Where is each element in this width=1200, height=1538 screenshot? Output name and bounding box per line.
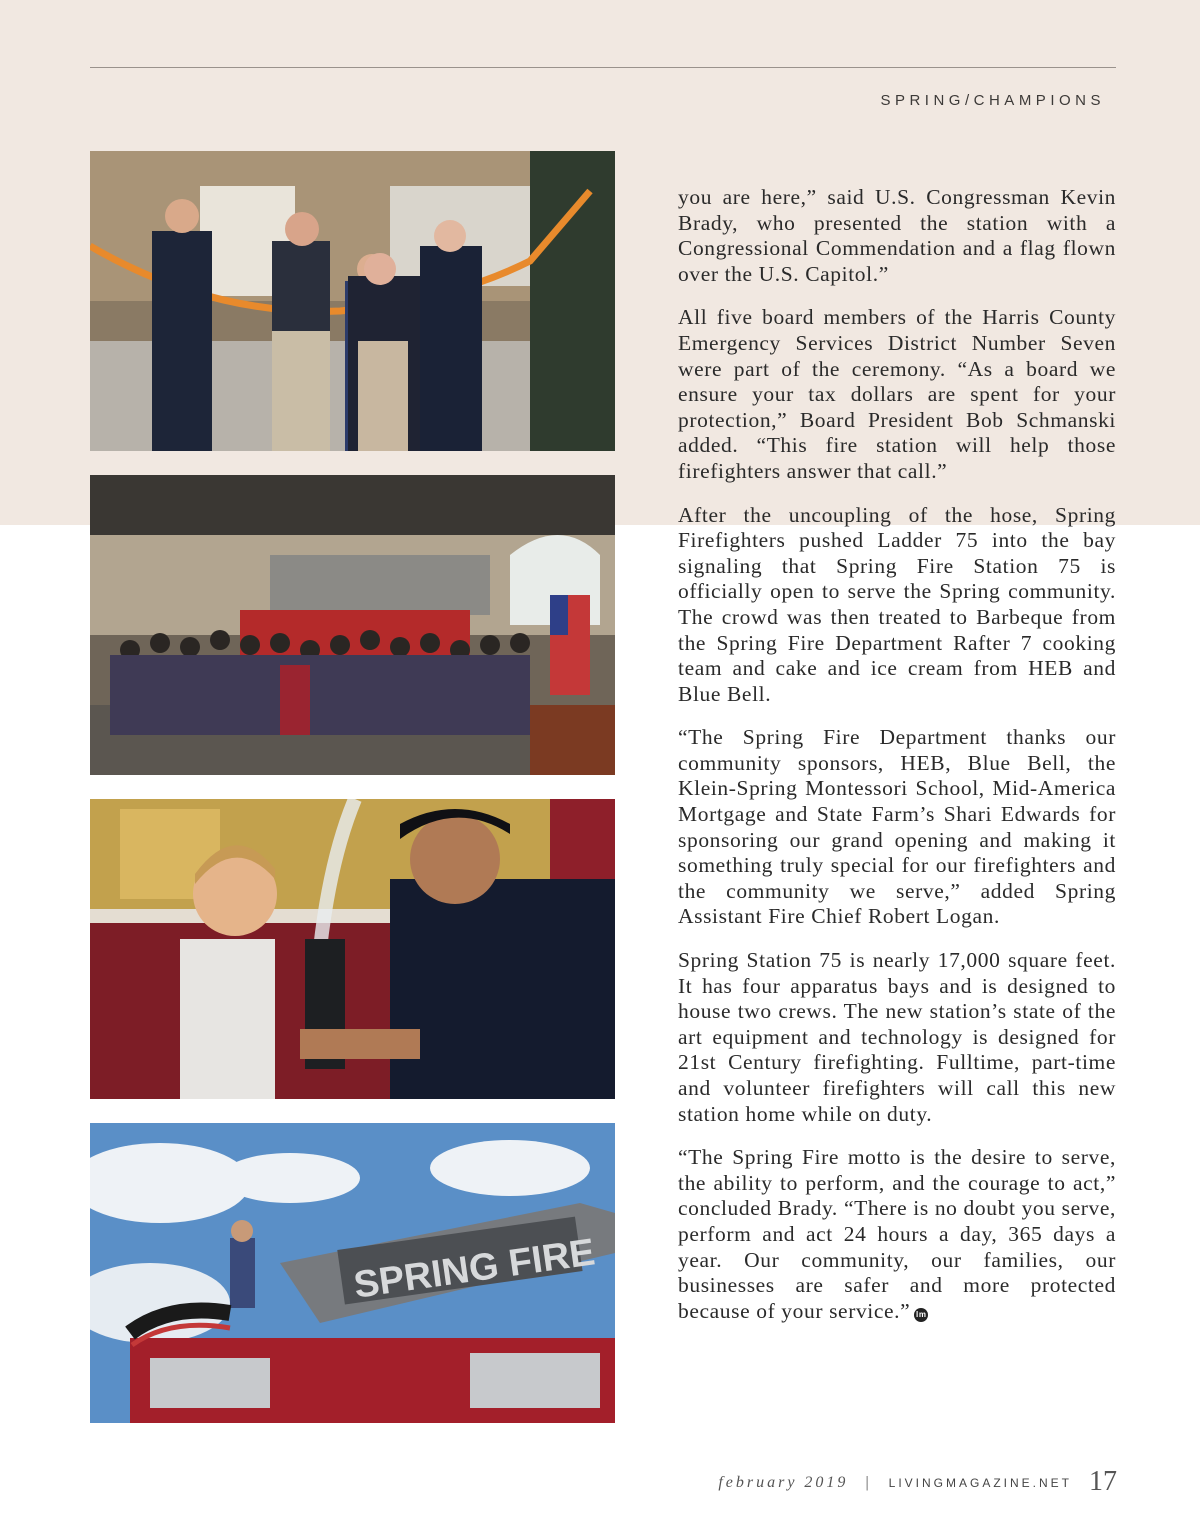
photo-icon	[90, 475, 615, 775]
site-url: LIVINGMAGAZINE.NET	[888, 1476, 1072, 1490]
article-body	[678, 185, 1116, 1342]
footer	[718, 1474, 1072, 1492]
article-paragraph: “The Spring Fire Department thanks our community sponsors, HEB, Blue Bell, the Klein-Spring Montessori School, Mid-America Mortgage and State Farm’s Shari Edwards for sponsoring our grand opening and making it something truly special for our firefighters and the community we serve,” added Spring Assistant Fire Chief Robert Logan.	[678, 725, 1116, 929]
end-mark-icon: lm	[914, 1308, 928, 1322]
page-number: 17	[1089, 1466, 1117, 1497]
article-paragraph: you are here,” said U.S. Congressman Kevin Brady, who presented the station with a Congressional Commendation and a flag flown over the U.S. Capitol.”	[678, 185, 1116, 286]
header-rule	[90, 67, 1116, 68]
article-paragraph: All five board members of the Harris County Emergency Services District Number Seven were part of the ceremony. “As a board we ensure your tax dollars are spent for your protection,” Board President Bob Schmanski added. “This fire station will help those firefighters answer that call.”	[678, 305, 1116, 483]
section-label: SPRING/CHAMPIONS	[880, 92, 1105, 109]
article-paragraph-text: “The Spring Fire motto is the desire to serve, the ability to perform, and the courage to act,” concluded Brady. “There is no doubt you serve, perform and act 24 hours a day, 365 days a year. Our community, our families, our businesses are safer and more protected because of your service.”	[678, 1145, 1116, 1323]
photo-icon	[90, 1123, 615, 1423]
article-paragraph-final	[678, 1145, 1116, 1324]
article-paragraph: Spring Station 75 is nearly 17,000 square feet. It has four apparatus bays and is designed to house two crews. The new station’s state of the art equipment and technology is designed for 21st Century firefighting. Fulltime, part-time and volunteer firefighters will call this new station home while on duty.	[678, 948, 1116, 1126]
photo-child-with-hose	[90, 799, 615, 1099]
article-paragraph: After the uncoupling of the hose, Spring Firefighters pushed Ladder 75 into the bay signaling that Spring Fire Station 75 is officially open to serve the Spring community. The crowd was then treated to Barbeque from the Spring Fire Department Rafter 7 cooking team and cake and ice cream from HEB and Blue Bell.	[678, 502, 1116, 706]
photo-icon	[90, 151, 615, 451]
footer-separator: |	[865, 1474, 872, 1491]
truck-lettering: SPRING FIRE	[351, 1231, 598, 1307]
issue-date: february 2019	[718, 1474, 849, 1491]
photo-ladder-truck	[90, 1123, 615, 1423]
photo-icon	[90, 799, 615, 1099]
photo-ribbon-cutting	[90, 151, 615, 451]
photo-crowd-in-bay	[90, 475, 615, 775]
